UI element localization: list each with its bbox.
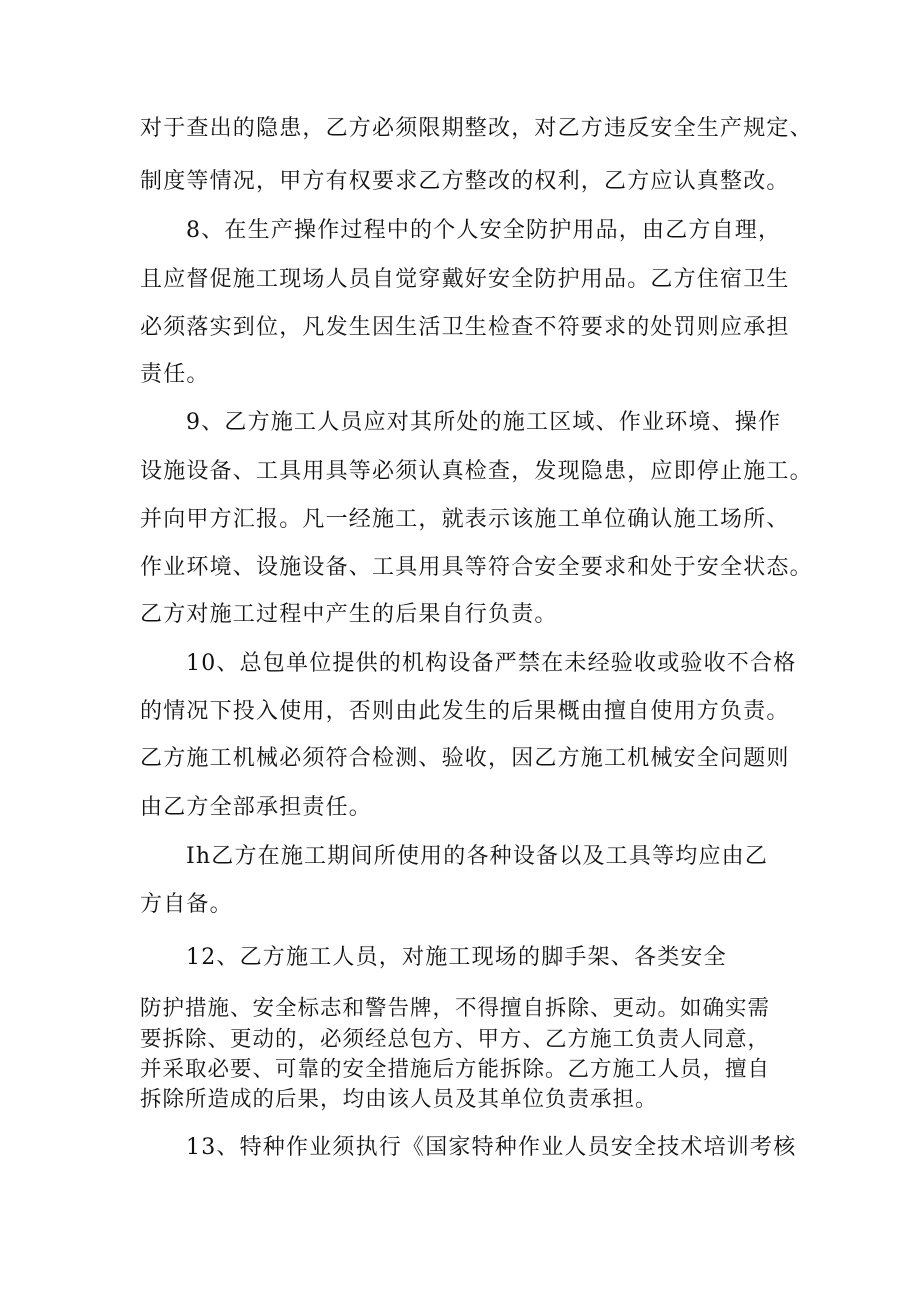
text-line: 必须落实到位，凡发生因生活卫生检查不符要求的处罚则应承担 [140,315,790,340]
text-line: 9、乙方施工人员应对其所处的施工区域、作业环境、操作 [186,410,782,435]
text-line: 乙方施工机械必须符合检测、验收，因乙方施工机械安全问题则 [140,746,790,771]
text-line: 并向甲方汇报。凡一经施工，就表示该施工单位确认施工场所、 [140,507,790,532]
text-line: 10、总包单位提供的机构设备严禁在未经验收或验收不合格 [186,651,797,676]
text-line: 责任。 [140,362,210,387]
text-line: 防护措施、安全标志和警告牌，不得擅自拆除、更动。如确实需 [140,996,771,1021]
text-line: 拆除所造成的后果，均由该人员及其单位负责承担。 [140,1087,658,1112]
text-line: 乙方对施工过程中产生的后果自行负责。 [140,602,558,627]
text-line: 的情况下投入使用，否则由此发生的后果概由擅自使用方负责。 [140,699,790,724]
text-line: Ih乙方在施工期间所使用的各种设备以及工具等均应由乙 [186,844,769,869]
text-line: 由乙方全部承担责任。 [140,795,373,820]
text-line: 并采取必要、可靠的安全措施后方能拆除。乙方施工人员，擅自 [140,1057,771,1082]
text-line: 8、在生产操作过程中的个人安全防护用品，由乙方自理， [186,218,782,243]
text-line: 要拆除、更动的，必须经总包方、甲方、乙方施工负责人同意， [140,1027,771,1052]
text-line: 制度等情况，甲方有权要求乙方整改的权利，乙方应认真整改。 [140,169,790,194]
text-line: 且应督促施工现场人员自觉穿戴好安全防护用品。乙方住宿卫生 [140,267,790,292]
text-line: 作业环境、设施设备、工具用具等符合安全要求和处于安全状态。 [140,555,813,580]
text-line: 设施设备、工具用具等必须认真检查，发现隐患，应即停止施工。 [140,459,813,484]
text-line: 13、特种作业须执行《国家特种作业人员安全技术培训考核 [186,1135,797,1160]
text-line: 12、乙方施工人员，对施工现场的脚手架、各类安全 [186,945,727,970]
text-line: 对于查出的隐患，乙方必须限期整改，对乙方违反安全生产规定、 [140,116,813,141]
text-line: 方自备。 [140,892,233,917]
